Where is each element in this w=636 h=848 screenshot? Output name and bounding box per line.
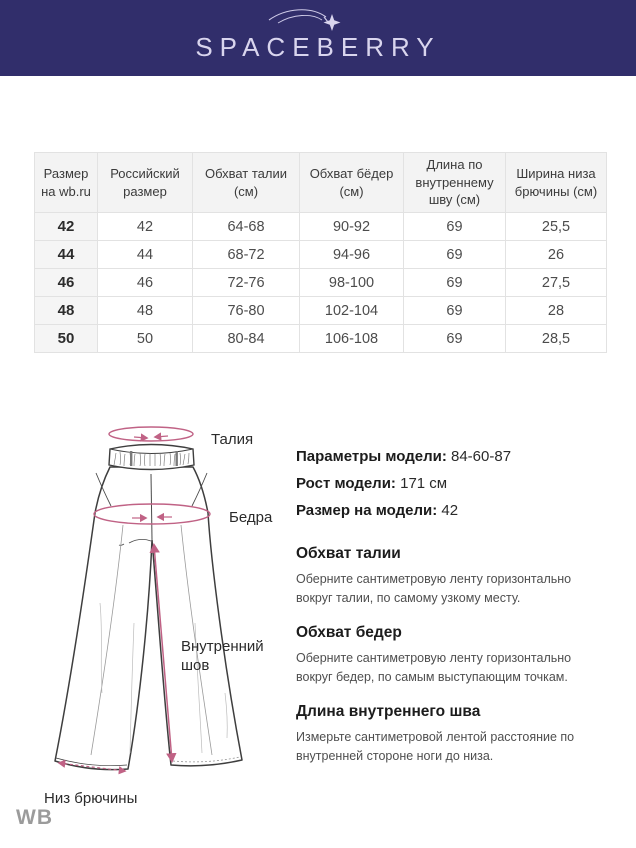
table-header-cell: Российский размер [98,153,193,213]
section-waist [296,545,608,609]
pants-diagram [30,413,280,813]
model-height [296,470,608,497]
table-cell: 48 [98,297,193,325]
table-cell: 48 [35,297,98,325]
table-cell: 46 [98,269,193,297]
table-row [35,213,607,241]
table-cell: 102-104 [300,297,404,325]
table-header-cell: Обхват бёдер (см) [300,153,404,213]
table-cell: 28 [506,297,607,325]
table-cell: 69 [404,269,506,297]
table-cell: 42 [98,213,193,241]
measurement-instructions [296,545,608,766]
header-band [0,0,636,76]
brand-name: SPACEBERRY [195,32,441,62]
table-cell: 69 [404,297,506,325]
brand-logo [0,0,636,76]
table-cell: 27,5 [506,269,607,297]
table-cell: 26 [506,241,607,269]
table-cell: 28,5 [506,325,607,353]
waist-label: Талия [211,431,254,448]
section-title: Обхват бедер [296,623,402,641]
table-cell: 44 [35,241,98,269]
section-title: Длина внутреннего шва [296,702,481,720]
inner-seam-label-2: шов [181,657,210,674]
table-cell: 68-72 [193,241,300,269]
hem-label: Низ брючины [44,790,138,807]
table-cell: 94-96 [300,241,404,269]
model-params [296,443,608,470]
section-text: Оберните сантиметровую ленту горизонтально вокруг бедер, по самым выступающим точкам. [296,650,572,685]
model-size [296,497,608,524]
section-inner-seam [296,703,608,767]
table-cell: 76-80 [193,297,300,325]
table-cell: 69 [404,241,506,269]
table-cell: 106-108 [300,325,404,353]
table-cell: 72-76 [193,269,300,297]
model-params-value: 84-60-87 [451,448,512,465]
wb-watermark: WB [16,806,53,829]
table-header-cell: Длина по внутреннему шву (см) [404,153,506,213]
table-cell: 44 [98,241,193,269]
table-cell: 50 [98,325,193,353]
table-header-cell: Ширина низа брючины (см) [506,153,607,213]
table-cell: 90-92 [300,213,404,241]
table-cell: 42 [35,213,98,241]
section-text: Измерьте сантиметровой лентой расстояние по внутренней стороне ноги до низа. [296,729,575,763]
model-size-value: 42 [441,502,459,519]
hips-label: Бедра [229,509,273,526]
section-title: Обхват талии [296,545,401,562]
table-cell: 64-68 [193,213,300,241]
table-cell: 80-84 [193,325,300,353]
table-header-cell: Обхват талии (см) [193,153,300,213]
table-cell: 69 [404,213,506,241]
table-cell: 98-100 [300,269,404,297]
table-header-cell: Размер на wb.ru [35,153,98,213]
model-info-panel [296,443,608,781]
model-params-label: Параметры модели: [296,448,447,465]
table-cell: 50 [35,325,98,353]
table-row [35,297,607,325]
size-table [34,152,607,353]
section-text: Оберните сантиметровую ленту горизонтально вокруг талии, по самому узкому месту. [296,572,572,606]
waistband [109,445,194,470]
model-height-label: Рост модели: [296,475,396,492]
table-row [35,241,607,269]
table-cell: 25,5 [506,213,607,241]
table-cell: 46 [35,269,98,297]
inner-seam-label: Внутренний [181,638,264,655]
model-height-value: 171 см [400,475,448,492]
section-hips [296,624,608,688]
pants-outline [55,467,242,770]
table-row [35,325,607,353]
table-header-row [35,153,607,213]
model-size-label: Размер на модели: [296,502,438,519]
waist-measure-ellipse [109,427,193,441]
table-row [35,269,607,297]
table-cell: 69 [404,325,506,353]
